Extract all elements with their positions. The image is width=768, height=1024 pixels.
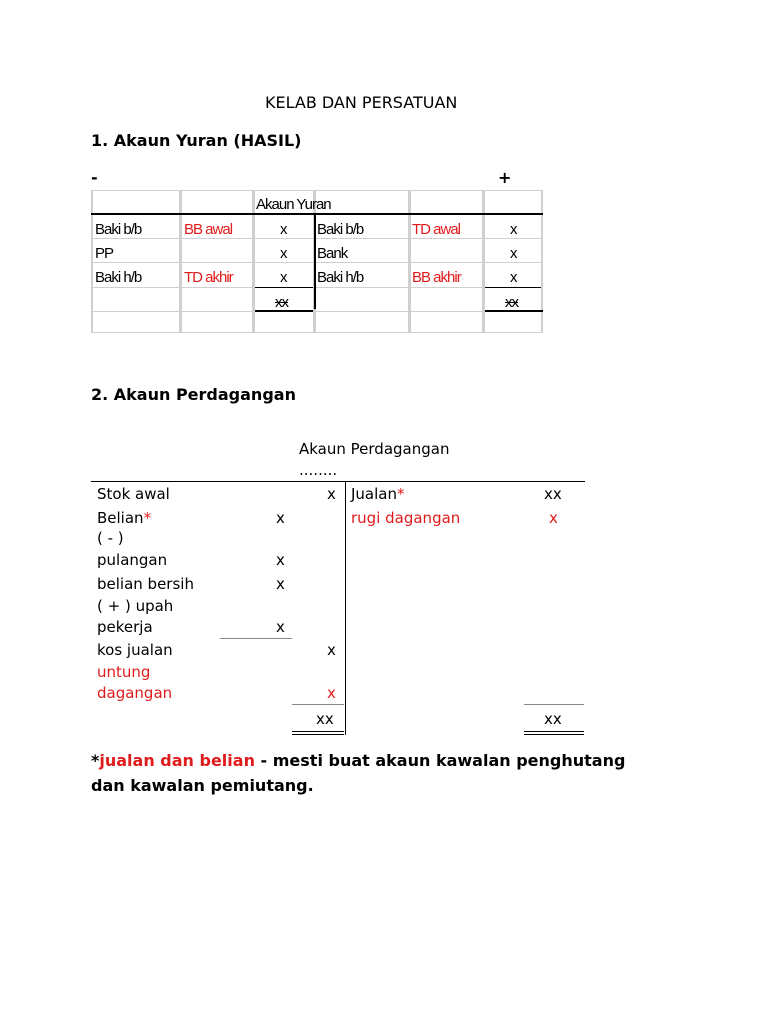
t-account-top-line — [91, 481, 585, 482]
footnote-dash: - — [254, 751, 273, 770]
belian-value: x — [276, 509, 285, 527]
left-total: xx — [275, 294, 288, 311]
credit-total: xx — [544, 710, 562, 728]
jualan-text: Jualan — [351, 485, 397, 503]
t-account-top-line — [91, 213, 543, 215]
pulangan-value: x — [276, 551, 285, 569]
footnote-highlight: jualan dan belian — [99, 751, 255, 770]
upah-label: ( + ) upah — [97, 597, 174, 615]
minus-label: ( - ) — [97, 529, 124, 547]
debit-sign: - — [91, 168, 98, 187]
row2-left-val: x — [280, 245, 287, 262]
footnote-star: * — [91, 751, 100, 770]
pulangan-label: pulangan — [97, 551, 168, 569]
belian-bersih-label: belian bersih — [97, 575, 194, 593]
untung-label: untung — [97, 663, 151, 681]
right-total: xx — [505, 294, 518, 311]
row3-left-note: TD akhir — [184, 269, 233, 286]
jualan-label — [351, 485, 405, 503]
stok-awal-value: x — [327, 485, 336, 503]
footnote-line1 — [91, 751, 625, 770]
yuran-account-title: Akaun Yuran — [256, 196, 331, 213]
row1-left-label: Baki b/b — [95, 221, 142, 238]
footnote-rest: mesti buat akaun kawalan penghutang — [272, 751, 626, 770]
belian-text: Belian — [97, 509, 144, 527]
jualan-star: * — [397, 485, 405, 503]
t-account-divider — [345, 481, 346, 735]
row2-right-val: x — [510, 245, 517, 262]
row3-right-val: x — [510, 269, 517, 286]
row1-left-note: BB awal — [184, 221, 233, 238]
t-account-divider — [314, 213, 316, 309]
row1-right-val: x — [510, 221, 517, 238]
row1-right-note: TD awal — [412, 221, 461, 238]
row3-right-note: BB akhir — [412, 269, 461, 286]
row3-right-label: Baki h/b — [317, 269, 364, 286]
perdagangan-account-subtitle: ........ — [299, 461, 338, 479]
belian-bersih-value: x — [276, 575, 285, 593]
pekerja-value: x — [276, 618, 285, 636]
untung-value: x — [327, 684, 336, 702]
rugi-value: x — [549, 509, 558, 527]
perdagangan-account-title: Akaun Perdagangan — [299, 440, 450, 458]
row1-left-val: x — [280, 221, 287, 238]
yuran-t-account — [91, 190, 543, 333]
row1-right-label: Baki b/b — [317, 221, 364, 238]
kos-jualan-value: x — [327, 641, 336, 659]
rugi-label: rugi dagangan — [351, 509, 461, 527]
section2-heading: 2. Akaun Perdagangan — [91, 385, 296, 404]
page-title: KELAB DAN PERSATUAN — [265, 93, 458, 112]
jualan-value: xx — [544, 485, 562, 503]
row3-left-val: x — [280, 269, 287, 286]
row2-left-label: PP — [95, 245, 114, 262]
belian-label — [97, 509, 151, 527]
kos-jualan-label: kos jualan — [97, 641, 173, 659]
dagangan-label: dagangan — [97, 684, 173, 702]
belian-star: * — [143, 509, 152, 527]
debit-total: xx — [316, 710, 334, 728]
pekerja-label: pekerja — [97, 618, 153, 636]
section1-heading: 1. Akaun Yuran (HASIL) — [91, 131, 302, 150]
footnote-line2: dan kawalan pemiutang. — [91, 776, 314, 795]
row3-left-label: Baki h/b — [95, 269, 142, 286]
stok-awal-label: Stok awal — [97, 485, 170, 503]
credit-sign: + — [498, 168, 512, 187]
row2-right-label: Bank — [317, 245, 348, 262]
